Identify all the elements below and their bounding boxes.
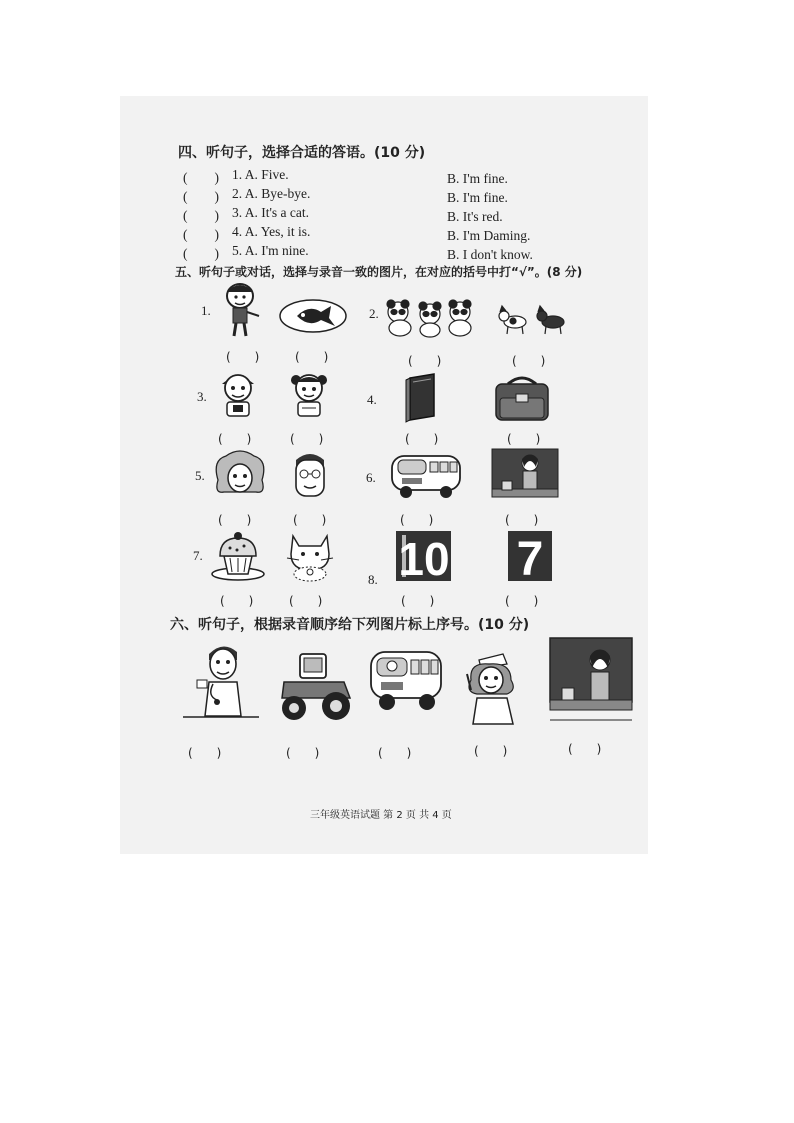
option-a: 3. A. It's a cat.: [232, 205, 310, 220]
section6-title: 六、听句子，根据录音顺序给下列图片标上序号。(10 分): [170, 617, 530, 633]
answer-paren[interactable]: ( ): [286, 746, 320, 760]
answer-paren[interactable]: ( ): [293, 513, 327, 527]
dogs-icon: [499, 306, 571, 336]
answer-paren[interactable]: ( ): [512, 354, 546, 368]
digit-ten: 10: [398, 533, 450, 585]
item-number: 6.: [366, 470, 376, 485]
girl-face-icon: [290, 370, 328, 420]
option-b: B. I'm fine.: [447, 190, 508, 205]
option-a: 2. A. Bye-bye.: [232, 186, 311, 201]
answer-paren[interactable]: ( ): [218, 432, 252, 446]
pandas-icon: [384, 298, 476, 338]
answer-paren[interactable]: ( ): [505, 513, 539, 527]
page-footer: 三年级英语试题 第 2 页 共 4 页: [310, 810, 452, 821]
option-a: 4. A. Yes, it is.: [232, 224, 311, 239]
item-number: 8.: [368, 572, 378, 587]
answer-paren[interactable]: ( ): [474, 744, 508, 758]
option-b: B. It's red.: [447, 209, 503, 224]
boy-face-icon: [218, 370, 258, 420]
man-face-icon: [290, 450, 330, 502]
answer-paren[interactable]: ( ): [220, 594, 254, 608]
answer-paren[interactable]: ( ): [183, 208, 219, 223]
teacher-icon: [550, 638, 632, 722]
answer-paren[interactable]: ( ): [408, 354, 442, 368]
cake-icon: [210, 530, 266, 582]
book-icon: [404, 374, 440, 424]
answer-paren[interactable]: ( ): [226, 350, 260, 364]
item-number: 1.: [201, 303, 211, 318]
doctor-icon: [183, 640, 261, 720]
answer-paren[interactable]: ( ): [289, 594, 323, 608]
bus-icon: [388, 452, 464, 500]
section4-title: 四、听句子，选择合适的答语。(10 分): [178, 145, 426, 161]
boy-icon: [220, 282, 262, 340]
answer-paren[interactable]: ( ): [295, 350, 329, 364]
option-b: B. I'm Daming.: [447, 228, 531, 243]
bus-icon: [367, 648, 445, 714]
answer-paren[interactable]: ( ): [183, 189, 219, 204]
answer-paren[interactable]: ( ): [505, 594, 539, 608]
answer-paren[interactable]: ( ): [405, 432, 439, 446]
answer-paren[interactable]: ( ): [401, 594, 435, 608]
number-ten-card: [396, 531, 451, 583]
answer-paren[interactable]: ( ): [378, 746, 412, 760]
number-seven-card: [508, 531, 552, 586]
answer-paren[interactable]: ( ): [507, 432, 541, 446]
tractor-icon: [278, 648, 354, 724]
answer-paren[interactable]: ( ): [290, 432, 324, 446]
option-a: 1. A. Five.: [232, 167, 289, 182]
answer-paren[interactable]: ( ): [568, 742, 602, 756]
teacher-icon: [492, 449, 558, 501]
cat-icon: [285, 530, 335, 582]
answer-paren[interactable]: ( ): [183, 227, 219, 242]
fish-icon: [279, 298, 347, 334]
answer-paren[interactable]: ( ): [183, 246, 219, 261]
item-number: 4.: [367, 392, 377, 407]
nurse-icon: [463, 650, 523, 726]
option-b: B. I don't know.: [447, 247, 533, 262]
item-number: 5.: [195, 468, 205, 483]
answer-paren[interactable]: ( ): [218, 513, 252, 527]
answer-paren[interactable]: ( ): [188, 746, 222, 760]
schoolbag-icon: [492, 376, 552, 422]
answer-paren[interactable]: ( ): [183, 170, 219, 185]
woman-face-icon: [212, 450, 268, 500]
option-b: B. I'm fine.: [447, 171, 508, 186]
item-number: 7.: [193, 548, 203, 563]
item-number: 2.: [369, 306, 379, 321]
section5-title: 五、听句子或对话，选择与录音一致的图片，在对应的括号中打“√”。(8 分): [175, 265, 583, 279]
option-a: 5. A. I'm nine.: [232, 243, 309, 258]
item-number: 3.: [197, 389, 207, 404]
digit-seven: 7: [516, 533, 544, 586]
answer-paren[interactable]: ( ): [400, 513, 434, 527]
